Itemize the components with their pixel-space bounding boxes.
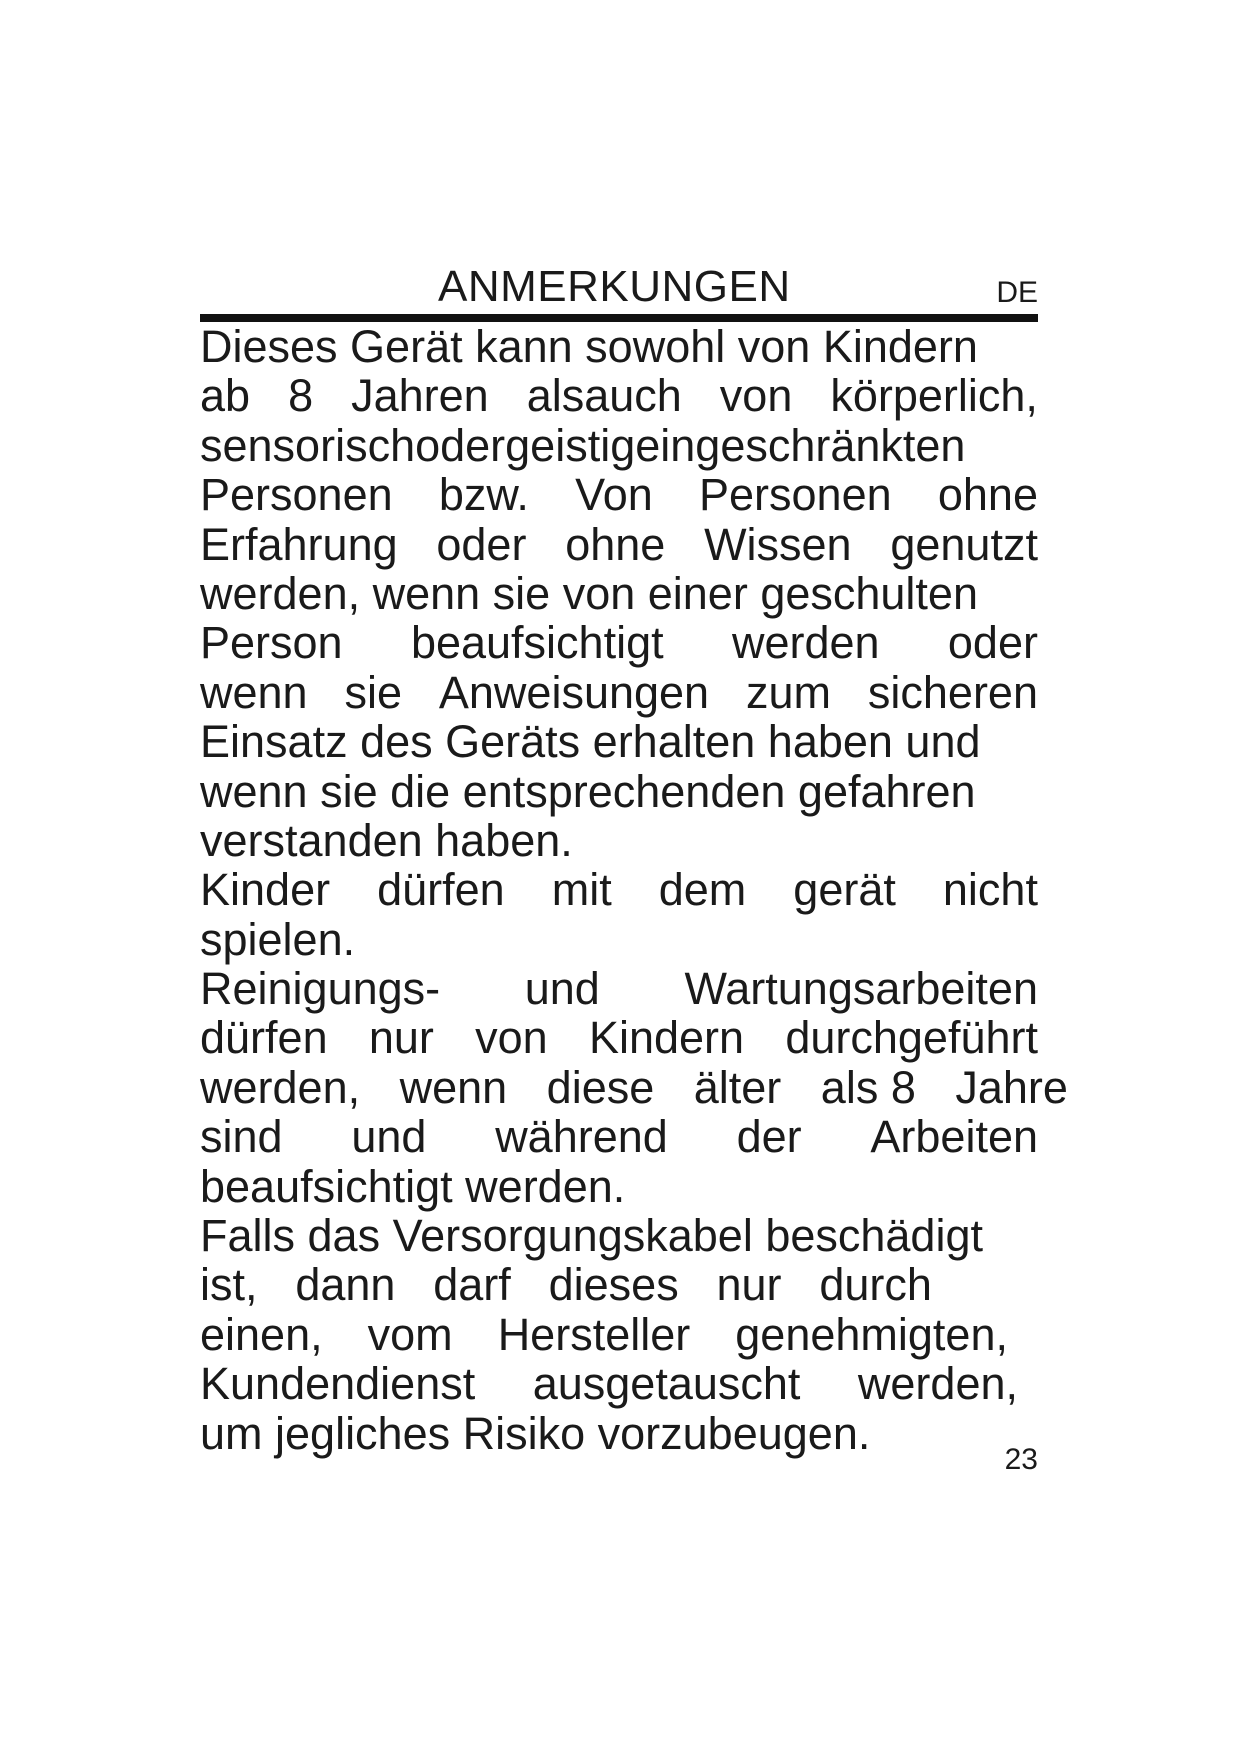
text-line	[200, 520, 1038, 569]
word: Arbeiten	[870, 1111, 1038, 1163]
text-line: Falls das Versorgungskabel beschädigt	[200, 1210, 983, 1262]
word: der	[736, 1111, 802, 1163]
word: nur	[716, 1259, 782, 1311]
word: bzw.	[438, 469, 529, 521]
word: ohne	[565, 518, 666, 570]
text-line: verstanden haben.	[200, 814, 573, 866]
word: zum	[745, 666, 831, 718]
word: dem	[658, 864, 747, 916]
word: oder	[947, 617, 1038, 669]
word: nur	[368, 1012, 434, 1064]
word: dieses	[548, 1259, 679, 1311]
word: ist,	[200, 1259, 258, 1311]
word: alsauch	[526, 370, 682, 422]
word: von	[719, 370, 793, 422]
word: wenn	[200, 666, 308, 718]
text-line	[200, 1310, 1008, 1359]
word: durchgeführt	[785, 1012, 1038, 1064]
text-line	[200, 1063, 1068, 1112]
word: gerät	[793, 864, 896, 916]
text-line: Einsatz des Geräts erhalten haben und	[200, 716, 981, 768]
word: diese	[546, 1061, 655, 1113]
word: älter	[693, 1061, 782, 1113]
word: werden	[731, 617, 880, 669]
word: sicheren	[867, 666, 1038, 718]
word: Personen	[200, 469, 393, 521]
word: Kindern	[588, 1012, 745, 1064]
text-line	[200, 618, 1038, 667]
text-line	[200, 964, 1038, 1013]
word: ab	[200, 370, 251, 422]
text-line: spielen.	[200, 913, 356, 965]
word: Hersteller	[497, 1308, 691, 1360]
word: dürfen	[200, 1012, 328, 1064]
word: Jahren	[351, 370, 489, 422]
text-line: sensorischodergeistigeingeschränkten	[200, 419, 966, 471]
word: genutzt	[890, 518, 1038, 570]
text-line	[200, 371, 1038, 420]
word: von	[475, 1012, 548, 1064]
text-line: werden, wenn sie von einer geschulten	[200, 567, 978, 619]
word: wenn	[399, 1061, 508, 1113]
text-line: Dieses Gerät kann sowohl von Kindern	[200, 321, 978, 372]
word: während	[495, 1111, 668, 1163]
safety-notice-text	[200, 322, 1070, 1458]
word: Erfahrung	[200, 518, 398, 570]
word: Wissen	[704, 518, 852, 570]
text-line: beaufsichtigt werden.	[200, 1160, 626, 1212]
word: werden,	[200, 1061, 361, 1113]
language-code: DE	[996, 276, 1038, 309]
text-line	[200, 470, 1038, 519]
word: einen,	[200, 1308, 323, 1360]
word: 8	[288, 370, 314, 422]
word: als 8	[820, 1061, 916, 1113]
word: Kinder	[200, 864, 331, 916]
word: Wartungsarbeiten	[684, 963, 1038, 1015]
word: werden,	[857, 1358, 1018, 1410]
word: Personen	[698, 469, 892, 521]
word: ohne	[937, 469, 1038, 521]
word: vom	[367, 1308, 453, 1360]
word: dürfen	[377, 864, 505, 916]
word: sind	[200, 1111, 283, 1163]
text-line	[200, 865, 1038, 914]
word: Von	[575, 469, 653, 521]
word: Kundendienst	[200, 1358, 476, 1410]
word: mit	[551, 864, 612, 916]
text-line	[200, 1260, 932, 1309]
word: dann	[295, 1259, 396, 1311]
section-title: ANMERKUNGEN	[438, 262, 791, 311]
text-line	[200, 1013, 1038, 1062]
word: und	[524, 963, 600, 1015]
text-line	[200, 668, 1038, 717]
word: durch	[819, 1259, 932, 1311]
word: Person	[200, 617, 343, 669]
word: genehmigten,	[735, 1308, 1008, 1360]
text-line: wenn sie die entsprechenden gefahren	[200, 765, 976, 817]
word: Jahre	[955, 1061, 1068, 1113]
word: und	[351, 1111, 427, 1163]
word: oder	[436, 518, 527, 570]
text-line	[200, 1112, 1038, 1161]
word: körperlich,	[830, 370, 1038, 422]
word: ausgetauscht	[532, 1358, 801, 1410]
text-line	[200, 1359, 1018, 1408]
word: Anweisungen	[438, 666, 710, 718]
word: beaufsichtigt	[410, 617, 664, 669]
word: Reinigungs-	[200, 963, 441, 1015]
word: nicht	[942, 864, 1038, 916]
word: sie	[344, 666, 402, 718]
text-line: um jegliches Risiko vorzubeugen.	[200, 1407, 871, 1459]
page-number: 23	[1004, 1443, 1038, 1476]
word: darf	[433, 1259, 511, 1311]
page-header	[200, 262, 1038, 312]
